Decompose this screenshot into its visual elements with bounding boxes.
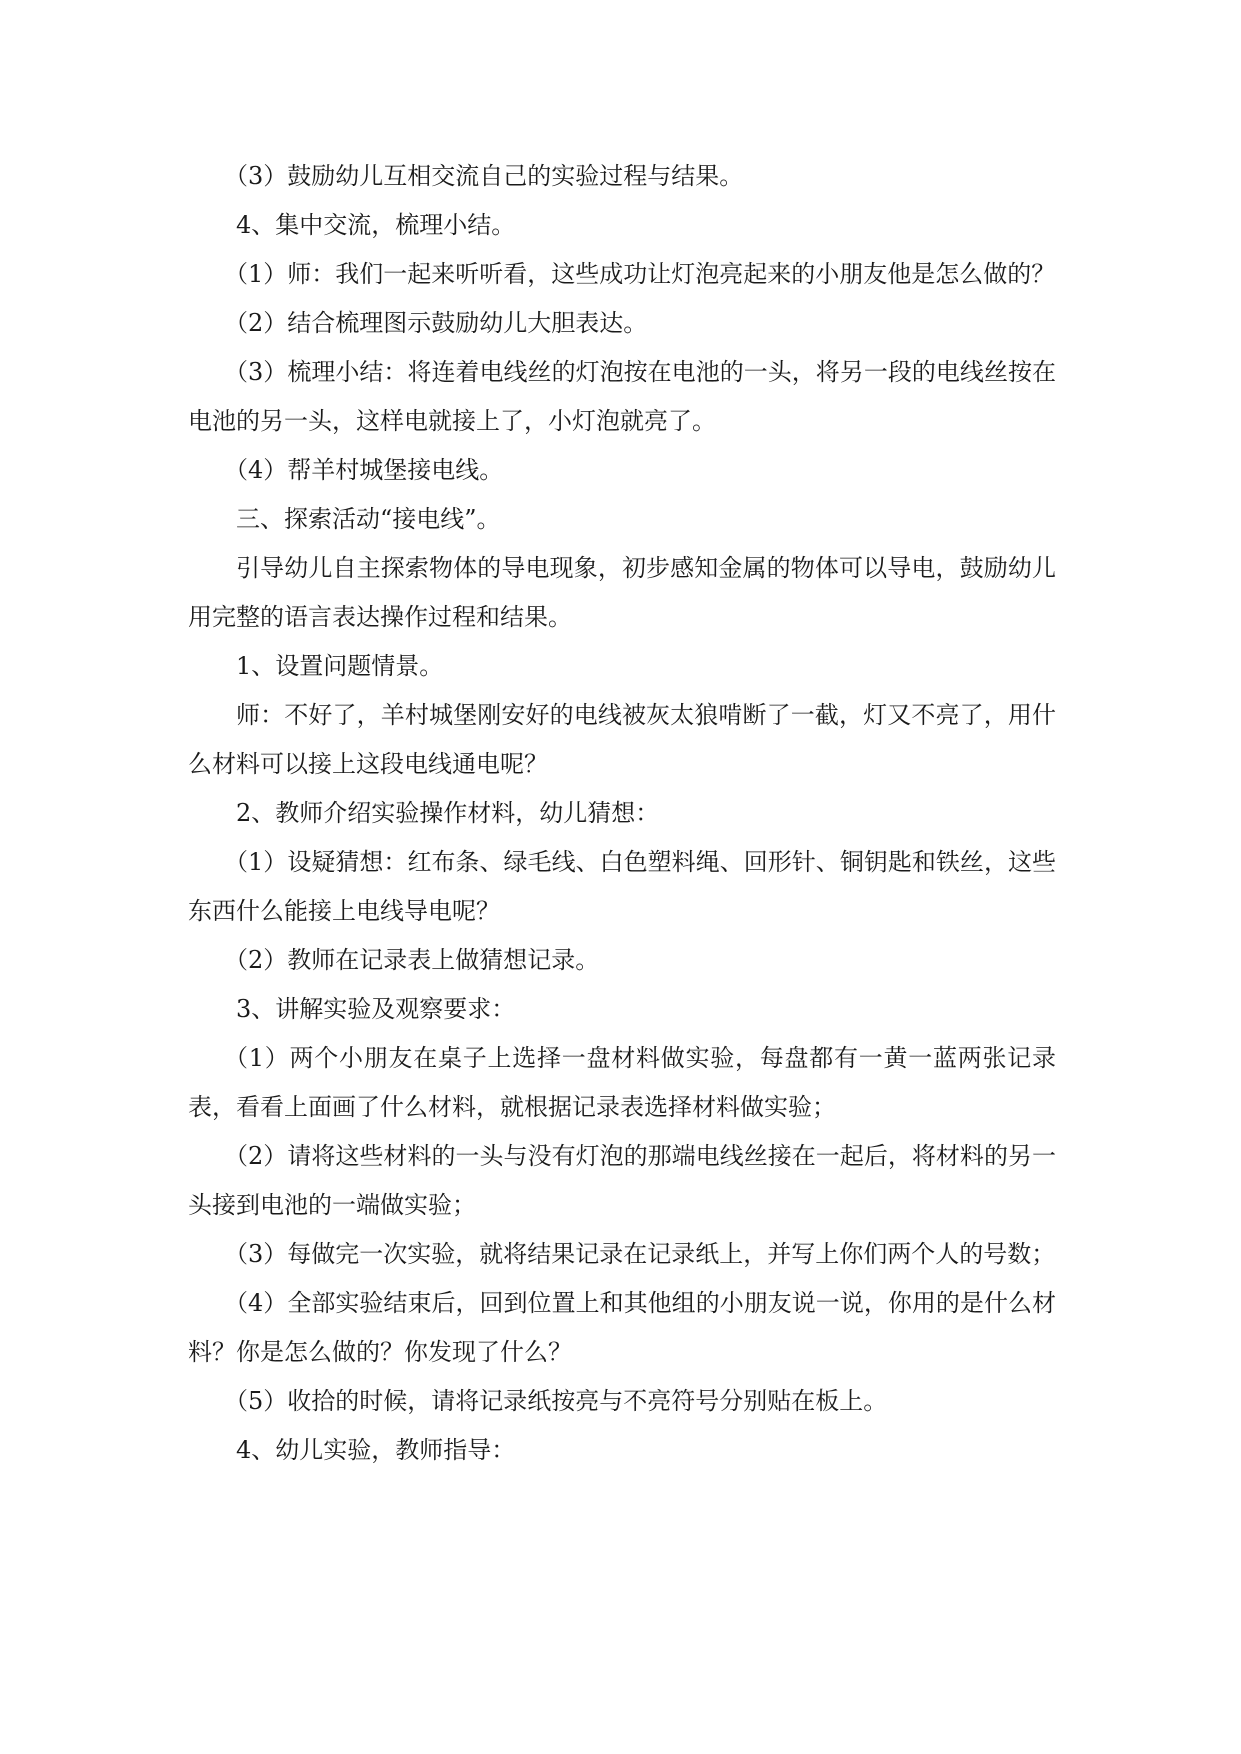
paragraph-11: 2、教师介绍实验操作材料，幼儿猜想：: [236, 799, 660, 827]
paragraph-14: 3、讲解实验及观察要求：: [236, 995, 516, 1023]
paragraph-4: （2）结合梳理图示鼓励幼儿大胆表达。: [224, 309, 648, 337]
paragraph-3: （1）师：我们一起来听听看，这些成功让灯泡亮起来的小朋友他是怎么做的？: [224, 260, 1056, 288]
paragraph-5: （3）梳理小结：将连着电线丝的灯泡按在电池的一头，将另一段的电线丝按在电池的另一头，这样电就接上了，小灯泡就亮了。: [188, 358, 1056, 435]
paragraph-1: （3）鼓励幼儿互相交流自己的实验过程与结果。: [224, 162, 744, 190]
paragraph-16: （2）请将这些材料的一头与没有灯泡的那端电线丝接在一起后，将材料的另一头接到电池的一端做实验；: [188, 1142, 1056, 1219]
paragraph-6: （4）帮羊村城堡接电线。: [224, 456, 504, 484]
paragraph-8: 引导幼儿自主探索物体的导电现象，初步感知金属的物体可以导电，鼓励幼儿用完整的语言表达操作过程和结果。: [188, 554, 1056, 631]
paragraph-10: 师：不好了，羊村城堡刚安好的电线被灰太狼啃断了一截，灯又不亮了，用什么材料可以接上这段电线通电呢？: [188, 701, 1056, 778]
paragraph-12: （1）设疑猜想：红布条、绿毛线、白色塑料绳、回形针、铜钥匙和铁丝，这些东西什么能接上电线导电呢？: [188, 848, 1056, 925]
paragraph-15: （1）两个小朋友在桌子上选择一盘材料做实验，每盘都有一黄一蓝两张记录表，看看上面画了什么材料，就根据记录表选择材料做实验；: [188, 1044, 1056, 1121]
paragraph-7: 三、探索活动“接电线”。: [236, 505, 501, 533]
paragraph-13: （2）教师在记录表上做猜想记录。: [224, 946, 600, 974]
document-body: [188, 152, 1056, 1475]
paragraph-9: 1、设置问题情景。: [236, 652, 444, 680]
paragraph-17: （3）每做完一次实验，就将结果记录在记录纸上，并写上你们两个人的号数；: [224, 1240, 1056, 1268]
paragraph-20: 4、幼儿实验，教师指导：: [236, 1436, 516, 1464]
paragraph-19: （5）收拾的时候，请将记录纸按亮与不亮符号分别贴在板上。: [224, 1387, 888, 1415]
paragraph-2: 4、集中交流，梳理小结。: [236, 211, 516, 239]
paragraph-18: （4）全部实验结束后，回到位置上和其他组的小朋友说一说，你用的是什么材料？你是怎么做的？你发现了什么？: [188, 1289, 1056, 1366]
